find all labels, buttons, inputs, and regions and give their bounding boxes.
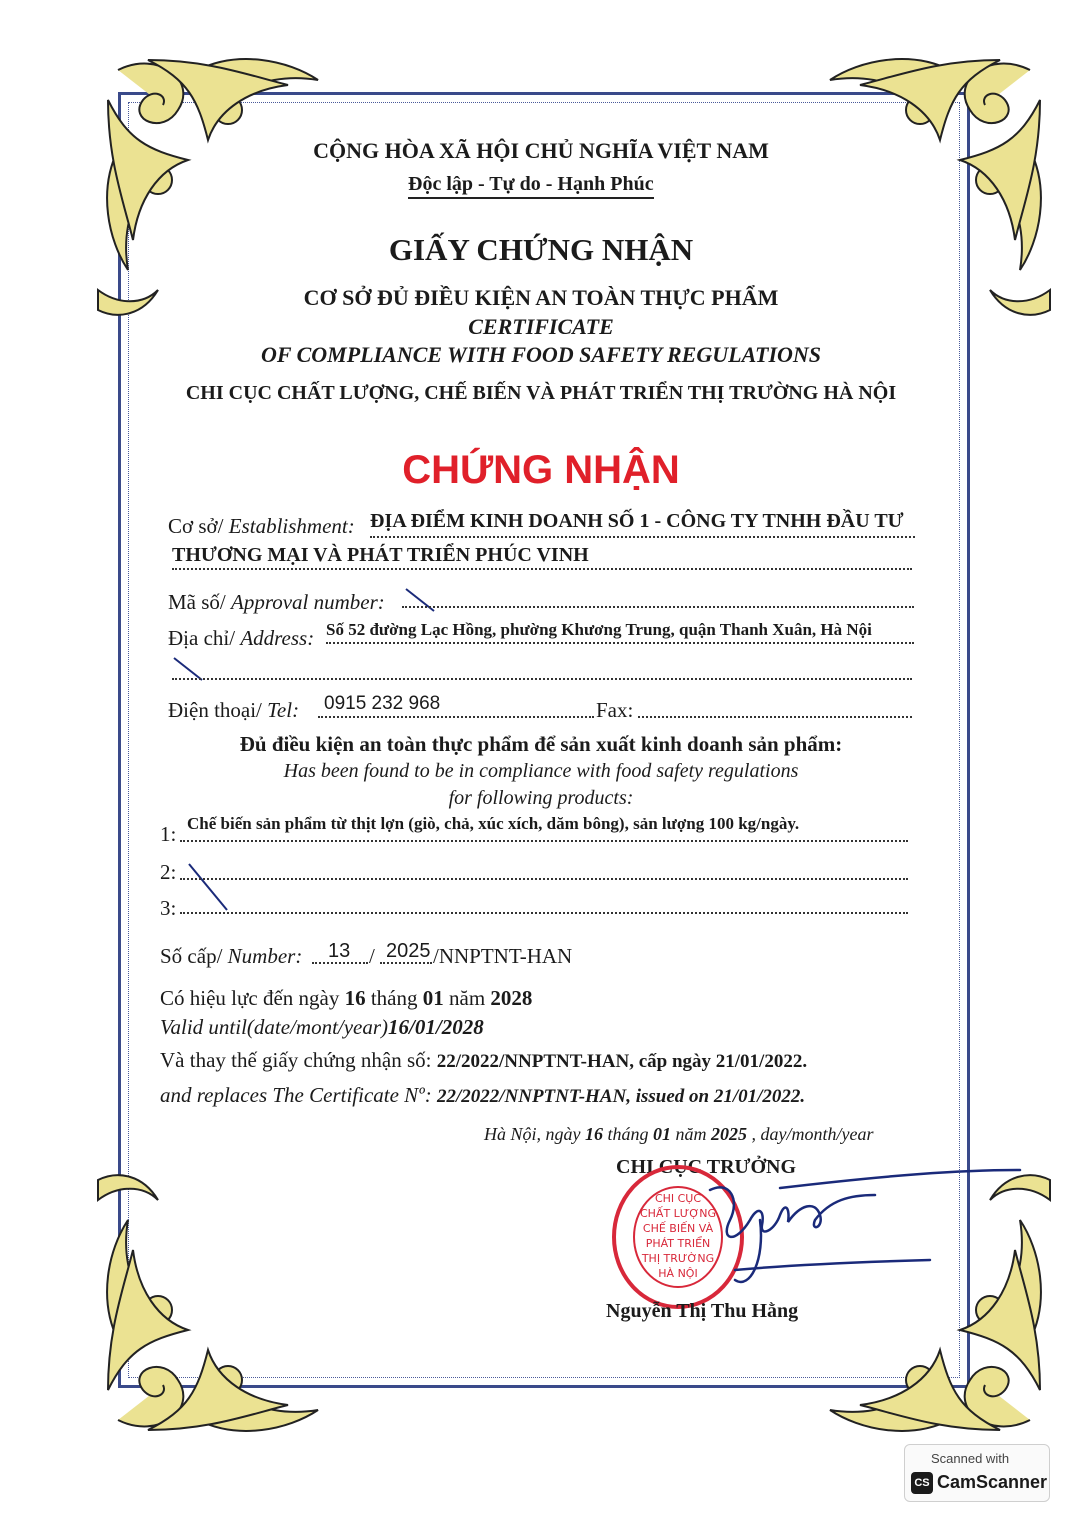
camscanner-badge xyxy=(904,1444,1050,1502)
sign-year: 2025 xyxy=(711,1124,748,1144)
place-date-prefix: Hà Nội, ngày xyxy=(484,1124,585,1144)
number-label xyxy=(160,944,302,969)
dotted-line xyxy=(380,962,432,964)
address-label-vi: Địa chỉ/ xyxy=(168,626,241,650)
issuing-agency: CHI CỤC CHẤT LƯỢNG, CHẾ BIẾN VÀ PHÁT TRIỂN THỊ TRƯỜNG HÀ NỘI xyxy=(185,382,897,404)
camscanner-brand: CamScanner xyxy=(937,1472,1048,1492)
dotted-line xyxy=(180,840,908,842)
validity-prefix: Có hiệu lực đến ngày xyxy=(160,986,345,1010)
scanned-with-text: Scanned with xyxy=(931,1451,1010,1466)
number-label-en: Number: xyxy=(227,944,303,968)
ornament-bottom-left-icon xyxy=(88,1150,348,1450)
validity-month: 01 xyxy=(422,986,444,1010)
place-date xyxy=(484,1124,874,1145)
replaces-en-value: 22/2022/NNPTNT-HAN, issued on 21/01/2022. xyxy=(436,1086,806,1107)
dotted-line xyxy=(180,878,908,880)
tel-label xyxy=(168,698,299,723)
certify-heading: CHỨNG NHẬN xyxy=(402,448,680,492)
stamp-line: CHẾ BIẾN VÀ xyxy=(642,1222,714,1235)
fax-label: Fax: xyxy=(596,698,634,722)
approval-label-en: Approval number: xyxy=(231,590,385,614)
dotted-line xyxy=(318,716,594,718)
signer-name: Nguyễn Thị Thu Hằng xyxy=(606,1300,799,1322)
tel-label-vi: Điện thoại/ xyxy=(168,698,268,722)
product-item-number: 1: xyxy=(160,822,177,846)
republic-heading: CỘNG HÒA XÃ HỘI CHỦ NGHĨA VIỆT NAM xyxy=(313,138,769,163)
stamp-line: CHẤT LƯỢNG xyxy=(639,1207,717,1220)
dotted-line xyxy=(312,962,368,964)
validity-en xyxy=(160,1015,484,1040)
product-item-number: 2: xyxy=(160,860,177,884)
replaces-en-label: and replaces The Certificate Nº: xyxy=(160,1083,437,1107)
strike-mark-icon xyxy=(185,860,231,914)
number-year: 2025 xyxy=(386,940,431,962)
validity-year: 2028 xyxy=(490,986,533,1010)
replaces-vi-label: Và thay thế giấy chứng nhận số: xyxy=(160,1048,437,1072)
address-value: Số 52 đường Lạc Hồng, phường Khương Trung, quận Thanh Xuân, Hà Nội xyxy=(326,620,872,639)
establishment-name-line2: THƯƠNG MẠI VÀ PHÁT TRIỂN PHÚC VINH xyxy=(172,544,589,566)
dotted-line xyxy=(172,568,912,570)
establishment-label-en: Establishment: xyxy=(228,514,355,538)
dotted-line xyxy=(370,536,915,538)
compliance-statement-en: Has been found to be in compliance with food safety regulations xyxy=(283,760,799,782)
number-label-vi: Số cấp/ xyxy=(160,944,228,968)
number-suffix: /NNPTNT-HAN xyxy=(433,944,573,968)
number-value: 13 xyxy=(328,940,351,962)
approval-label-vi: Mã số/ xyxy=(168,590,231,614)
address-label xyxy=(168,626,314,651)
product-item-number: 3: xyxy=(160,896,177,920)
certificate-subtitle-en: CERTIFICATE xyxy=(468,314,614,339)
establishment-label-vi: Cơ sở/ xyxy=(168,514,229,538)
certificate-subtitle-vi: CƠ SỞ ĐỦ ĐIỀU KIỆN AN TOÀN THỰC PHẨM xyxy=(303,285,779,310)
signer-position: CHI CỤC TRƯỞNG xyxy=(616,1156,797,1178)
validity-year-label: năm xyxy=(443,986,491,1010)
compliance-statement-en-2: for following products: xyxy=(448,787,634,809)
camscanner-logo-icon: CS xyxy=(911,1472,933,1494)
validity-en-value: 16/01/2028 xyxy=(388,1015,484,1039)
place-date-suffix: , day/month/year xyxy=(747,1124,874,1144)
strike-mark-icon xyxy=(400,585,440,615)
validity-en-label: Valid until(date/mont/year) xyxy=(160,1015,389,1039)
address-label-en: Address: xyxy=(240,626,315,650)
certificate-subtitle-en-2: OF COMPLIANCE WITH FOOD SAFETY REGULATIONS xyxy=(260,342,822,367)
sign-year-label: năm xyxy=(671,1124,712,1144)
replaces-en xyxy=(160,1083,805,1108)
replaces-vi-value: 22/2022/NNPTNT-HAN, cấp ngày 21/01/2022. xyxy=(436,1051,808,1072)
tel-value: 0915 232 968 xyxy=(324,693,441,714)
establishment-label xyxy=(168,514,355,539)
validity-vi xyxy=(160,986,532,1011)
dotted-line xyxy=(172,678,912,680)
handwritten-signature-icon xyxy=(640,1150,1030,1300)
certificate-title: GIẤY CHỨNG NHẬN xyxy=(388,232,694,267)
dotted-line xyxy=(638,716,912,718)
number-separator: / xyxy=(369,944,375,968)
dotted-line xyxy=(180,912,908,914)
stamp-line: CHI CỤC xyxy=(654,1192,702,1205)
stamp-line: PHÁT TRIỂN xyxy=(645,1237,711,1250)
validity-day: 16 xyxy=(344,986,366,1010)
product-item-text: Chế biến sản phẩm từ thịt lợn (giò, chả, xúc xích, dăm bông), sản lượng 100 kg/ngày. xyxy=(187,814,800,833)
approval-label xyxy=(168,590,385,615)
compliance-statement-vi: Đủ điều kiện an toàn thực phẩm để sản xuất kinh doanh sản phẩm: xyxy=(239,732,843,756)
sign-month: 01 xyxy=(653,1124,672,1144)
stamp-line: HÀ NỘI xyxy=(658,1267,698,1280)
replaces-vi xyxy=(160,1048,807,1073)
dotted-line xyxy=(326,642,914,644)
national-motto: Độc lập - Tự do - Hạnh Phúc xyxy=(408,173,654,199)
sign-month-label: tháng xyxy=(603,1124,654,1144)
validity-month-label: tháng xyxy=(365,986,423,1010)
tel-label-en: Tel: xyxy=(267,698,300,722)
stamp-line: THỊ TRƯỜNG xyxy=(641,1252,715,1265)
establishment-name-line1: ĐỊA ĐIỂM KINH DOANH SỐ 1 - CÔNG TY TNHH ĐẦU TƯ xyxy=(370,510,904,532)
dotted-line xyxy=(402,606,914,608)
sign-day: 16 xyxy=(585,1124,603,1144)
